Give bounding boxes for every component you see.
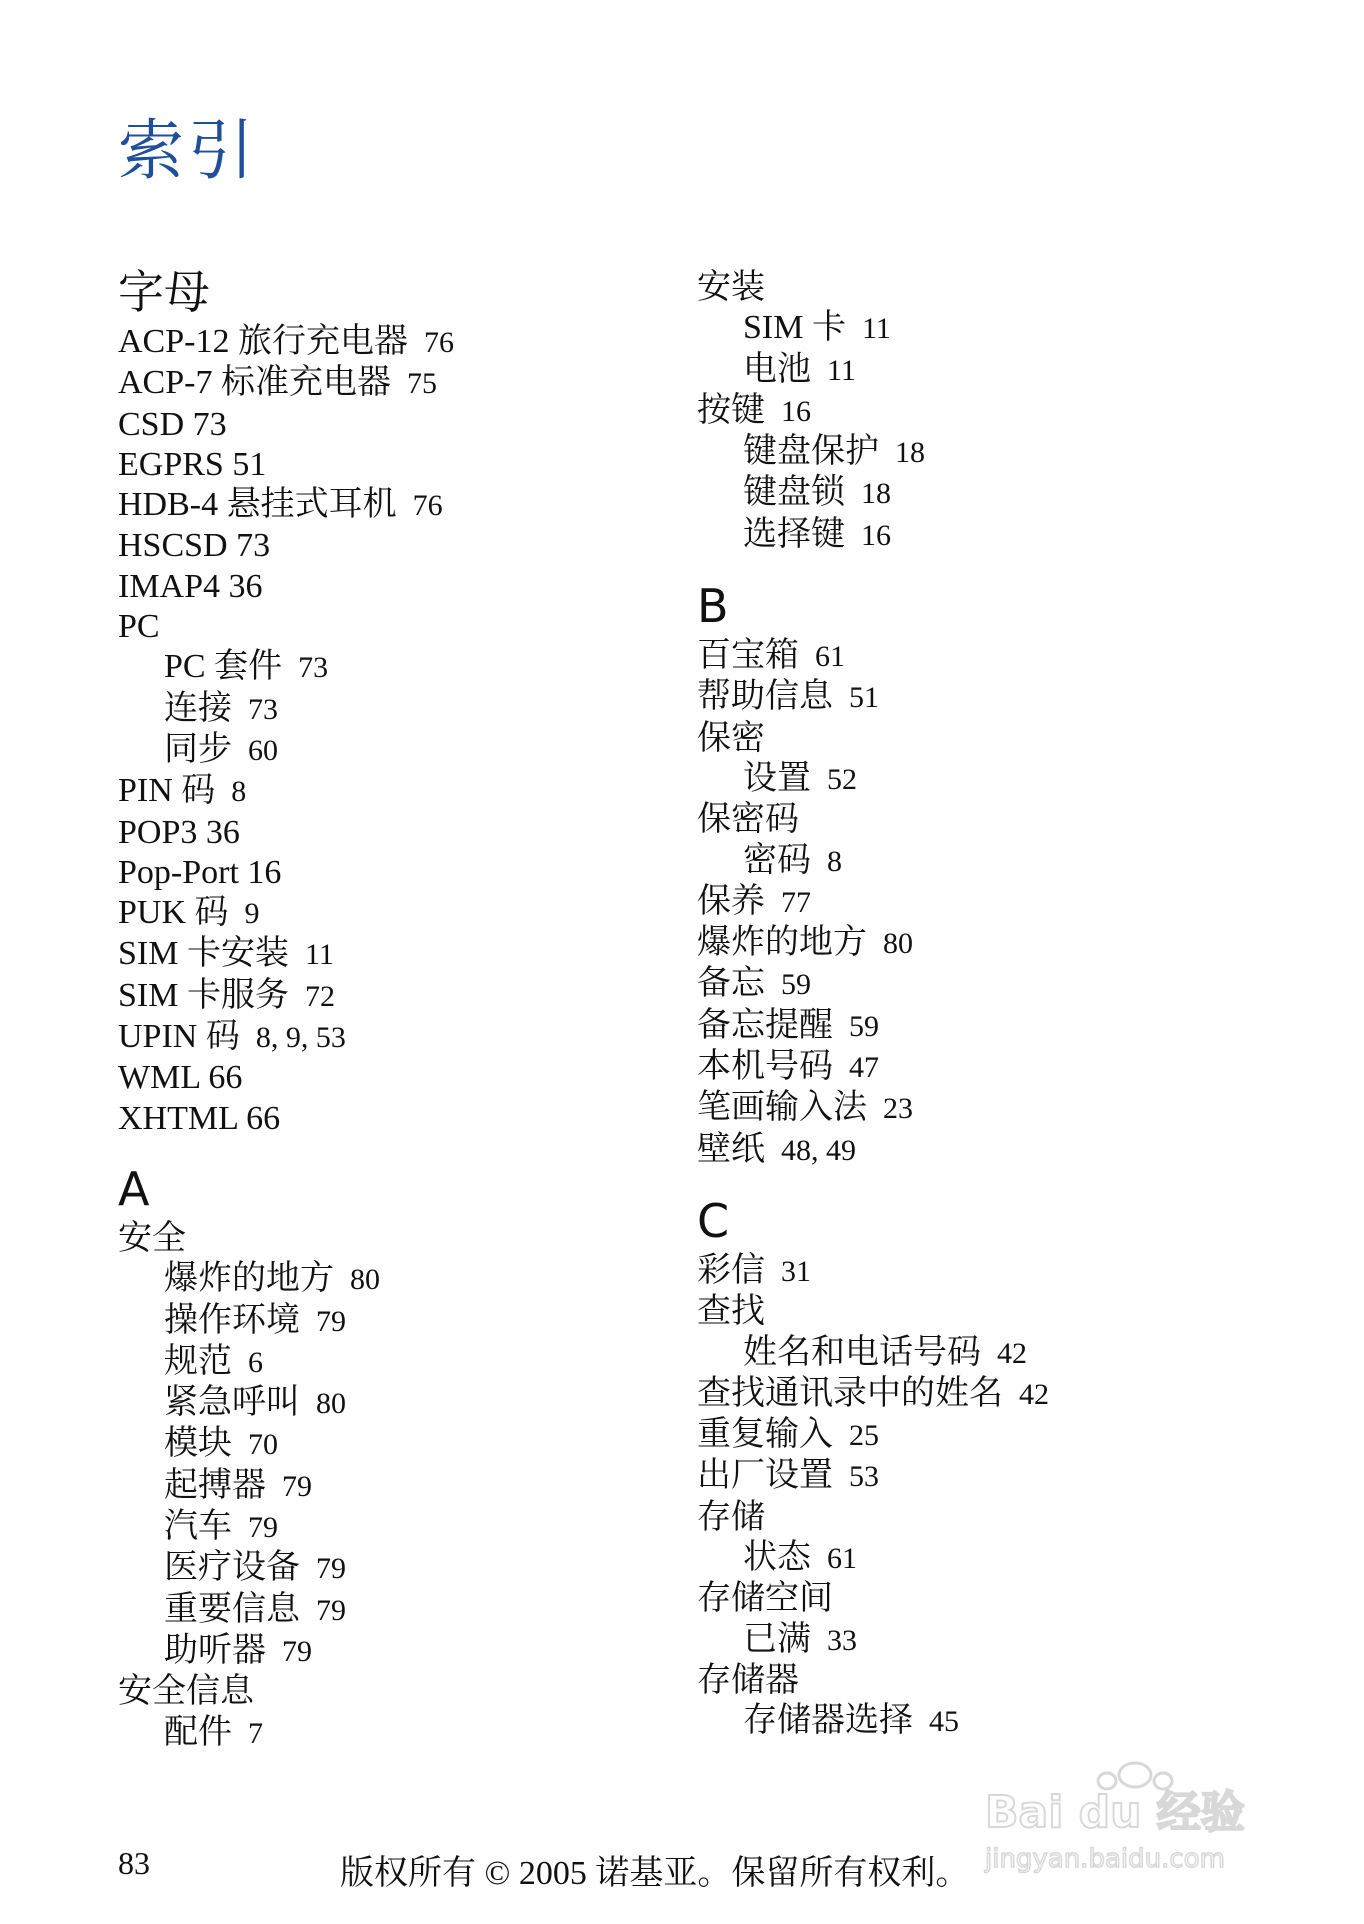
index-term: 汽车	[164, 1508, 232, 1546]
index-subentry	[697, 350, 1257, 391]
index-term: 助听器	[164, 1631, 266, 1669]
index-entry	[118, 1017, 678, 1058]
index-entry	[118, 322, 678, 363]
index-term: 同步	[164, 730, 232, 768]
index-subentry	[697, 308, 1257, 349]
index-term: 模块	[164, 1425, 232, 1463]
index-term: 电池	[743, 350, 811, 388]
svg-text:Bai du 经验: Bai du 经验	[985, 1787, 1245, 1838]
index-term: 已满	[743, 1620, 811, 1658]
index-subentry	[697, 1333, 1257, 1374]
index-term: HDB-4 悬挂式耳机	[118, 486, 397, 524]
index-term: 设置	[743, 759, 811, 797]
index-page-ref: 52	[827, 762, 857, 796]
index-subentry	[118, 1342, 678, 1383]
index-term: SIM 卡安装	[118, 935, 289, 973]
index-term: 彩信	[697, 1251, 765, 1289]
index-term: 百宝箱	[697, 637, 799, 675]
index-subentry	[118, 1590, 678, 1631]
index-subentry	[697, 473, 1257, 514]
index-term: 安全	[118, 1219, 186, 1257]
index-subentry	[118, 647, 678, 688]
index-page-ref: 59	[781, 968, 811, 1002]
index-entry	[697, 1130, 1257, 1171]
index-entry	[697, 1006, 1257, 1047]
index-entry	[697, 636, 1257, 677]
index-page-ref: 61	[827, 1542, 857, 1576]
index-section-heading: A	[118, 1161, 150, 1216]
index-entry	[118, 976, 678, 1017]
index-page-ref: 76	[423, 326, 454, 359]
index-entry	[697, 1498, 1257, 1538]
index-page-ref: 18	[895, 436, 925, 470]
index-entry	[697, 800, 1257, 840]
index-entry	[118, 853, 678, 893]
index-subentry	[697, 515, 1257, 556]
index-entry	[118, 445, 678, 485]
index-term: PC 套件	[164, 648, 283, 686]
index-term: 查找通讯录中的姓名	[697, 1374, 1003, 1412]
index-term: 查找	[697, 1293, 765, 1331]
index-page-ref: 8, 9, 53	[255, 1021, 346, 1055]
index-page-ref: 79	[316, 1593, 346, 1627]
index-term: 状态	[743, 1539, 811, 1577]
index-term: Pop-Port 16	[118, 853, 282, 891]
index-term: 存储器	[697, 1661, 799, 1699]
index-subentry	[697, 1538, 1257, 1579]
index-term: POP3 36	[118, 813, 240, 851]
index-entry	[697, 1251, 1257, 1292]
index-page-ref: 7	[248, 1716, 263, 1750]
index-term: 爆炸的地方	[697, 924, 867, 962]
index-page-ref: 33	[827, 1623, 857, 1657]
index-term: 安装	[697, 269, 765, 306]
index-term: 重复输入	[697, 1416, 833, 1454]
index-term: 密码	[743, 841, 811, 879]
index-term: 存储器选择	[743, 1702, 913, 1740]
index-page-ref: 45	[929, 1705, 959, 1739]
index-term: 医疗设备	[164, 1549, 300, 1587]
index-subentry	[118, 1507, 678, 1548]
index-page-ref: 73	[298, 651, 329, 685]
index-entry	[118, 405, 678, 445]
index-term: 按键	[697, 391, 765, 429]
index-subentry	[118, 1383, 678, 1424]
index-page-ref: 51	[849, 681, 879, 715]
index-entry	[697, 923, 1257, 964]
index-page-ref: 72	[304, 979, 335, 1013]
index-term: 选择键	[743, 515, 845, 553]
index-entry	[118, 526, 678, 566]
index-entry	[118, 813, 678, 853]
index-page-ref: 11	[827, 353, 856, 387]
index-term: 键盘保护	[743, 433, 879, 471]
index-entry	[697, 1047, 1257, 1088]
svg-text:jingyan.baidu.com: jingyan.baidu.com	[985, 1844, 1225, 1874]
index-entry	[118, 1058, 678, 1098]
index-subentry	[118, 689, 678, 730]
page-title: 索引	[118, 112, 258, 189]
index-term: PUK 码	[118, 894, 229, 932]
index-entry	[118, 1099, 678, 1139]
index-page-ref: 59	[849, 1009, 879, 1043]
index-section-heading: B	[697, 579, 729, 634]
index-page-ref: 8	[231, 775, 247, 809]
index-entry	[118, 607, 678, 647]
index-term: 操作环境	[164, 1301, 300, 1339]
index-term: 存储空间	[697, 1580, 833, 1618]
index-page-ref: 80	[883, 927, 913, 961]
index-page-ref: 77	[781, 885, 811, 919]
index-term: 规范	[164, 1342, 232, 1380]
index-entry	[118, 567, 678, 607]
index-term: 壁纸	[697, 1130, 765, 1168]
index-term: 出厂设置	[697, 1457, 833, 1495]
index-entry	[697, 1292, 1257, 1332]
copyright-notice: 版权所有 © 2005 诺基亚。保留所有权利。	[340, 1855, 970, 1892]
index-entry	[697, 882, 1257, 923]
index-section-heading: C	[697, 1193, 730, 1248]
index-entry	[697, 964, 1257, 1005]
index-page-ref: 61	[815, 640, 845, 674]
index-term: 本机号码	[697, 1048, 833, 1086]
index-entry	[697, 719, 1257, 759]
index-term: CSD 73	[118, 405, 227, 443]
index-term: PIN 码	[118, 772, 216, 810]
index-term: 键盘锁	[743, 474, 845, 512]
index-subentry	[118, 1713, 678, 1754]
index-entry	[697, 677, 1257, 718]
index-entry	[697, 1661, 1257, 1701]
index-page-ref: 6	[248, 1345, 263, 1379]
index-page-ref: 11	[304, 938, 334, 972]
index-entry	[118, 1219, 678, 1259]
index-term: 保密	[697, 719, 765, 757]
index-page-ref: 53	[849, 1460, 879, 1494]
index-subentry	[118, 1424, 678, 1465]
index-subentry	[118, 1548, 678, 1589]
index-entry	[697, 1374, 1257, 1415]
index-term: 备忘提醒	[697, 1006, 833, 1044]
index-page-ref: 79	[316, 1552, 346, 1586]
index-subentry	[118, 1259, 678, 1300]
index-page-ref: 60	[248, 733, 278, 767]
index-entry	[697, 391, 1257, 432]
index-page-ref: 23	[883, 1092, 913, 1126]
index-term: IMAP4 36	[118, 567, 263, 605]
index-page-ref: 48, 49	[781, 1133, 856, 1167]
index-page-ref: 79	[248, 1511, 278, 1545]
index-term: 紧急呼叫	[164, 1384, 300, 1422]
index-term: 备忘	[697, 965, 765, 1003]
index-term: 笔画输入法	[697, 1089, 867, 1127]
index-entry	[697, 1415, 1257, 1456]
index-entry	[118, 1672, 678, 1712]
index-entry	[697, 1456, 1257, 1497]
index-page-ref: 11	[861, 312, 891, 346]
index-term: XHTML 66	[118, 1099, 281, 1137]
index-subentry	[118, 1631, 678, 1672]
index-term: 存储	[697, 1498, 765, 1536]
index-page-ref: 70	[248, 1428, 278, 1462]
index-term: 连接	[164, 689, 232, 727]
index-term: PC	[118, 608, 160, 646]
index-term: ACP-7 标准充电器	[118, 364, 391, 402]
index-page-ref: 9	[244, 897, 260, 931]
index-entry	[697, 268, 1257, 308]
index-term: 配件	[164, 1713, 232, 1751]
index-term: ACP-12 旅行充电器	[118, 323, 408, 360]
index-right-column	[697, 268, 1257, 1743]
index-term: UPIN 码	[118, 1018, 240, 1056]
index-page-ref: 47	[849, 1051, 879, 1085]
index-page-ref: 16	[781, 394, 811, 428]
index-page-ref: 75	[406, 367, 437, 401]
index-page-ref: 79	[282, 1469, 312, 1503]
index-page-ref: 18	[861, 477, 891, 511]
index-term: 帮助信息	[697, 678, 833, 716]
index-term: SIM 卡	[743, 309, 846, 347]
index-term: 重要信息	[164, 1590, 300, 1628]
index-page-ref: 8	[827, 844, 842, 878]
index-subentry	[118, 730, 678, 771]
index-page-ref: 79	[316, 1304, 346, 1338]
index-subentry	[697, 1701, 1257, 1742]
index-term: 起搏器	[164, 1466, 266, 1504]
index-term: WML 66	[118, 1059, 243, 1097]
index-page-ref: 42	[1019, 1377, 1049, 1411]
index-page-ref: 76	[412, 489, 443, 523]
index-entry	[697, 1579, 1257, 1619]
index-page-ref: 80	[316, 1387, 346, 1421]
index-entry	[118, 934, 678, 975]
index-term: 爆炸的地方	[164, 1260, 334, 1298]
index-section-heading: 字母	[118, 265, 210, 319]
baidu-jingyan-watermark	[975, 1745, 1295, 1875]
index-subentry	[697, 1620, 1257, 1661]
index-term: 保养	[697, 882, 765, 920]
index-page-ref: 79	[282, 1634, 312, 1668]
page-number: 83	[118, 1845, 150, 1881]
index-left-column	[118, 262, 678, 1754]
index-term: 安全信息	[118, 1673, 254, 1711]
index-page-ref: 25	[849, 1419, 879, 1453]
index-entry	[118, 893, 678, 934]
index-term: 姓名和电话号码	[743, 1333, 981, 1371]
index-term: 保密码	[697, 801, 799, 839]
index-entry	[697, 1088, 1257, 1129]
index-subentry	[697, 841, 1257, 882]
index-entry	[118, 485, 678, 526]
index-entry	[118, 771, 678, 812]
index-page-ref: 80	[350, 1263, 380, 1297]
index-entry	[118, 363, 678, 404]
index-term: EGPRS 51	[118, 445, 267, 483]
index-page-ref: 42	[997, 1336, 1027, 1370]
index-term: HSCSD 73	[118, 527, 271, 565]
index-page-ref: 31	[781, 1254, 811, 1288]
index-page-ref: 16	[861, 518, 891, 552]
index-page-ref: 73	[248, 692, 278, 726]
index-term: SIM 卡服务	[118, 976, 289, 1014]
index-subentry	[118, 1301, 678, 1342]
index-subentry	[697, 432, 1257, 473]
index-subentry	[118, 1466, 678, 1507]
index-subentry	[697, 759, 1257, 800]
